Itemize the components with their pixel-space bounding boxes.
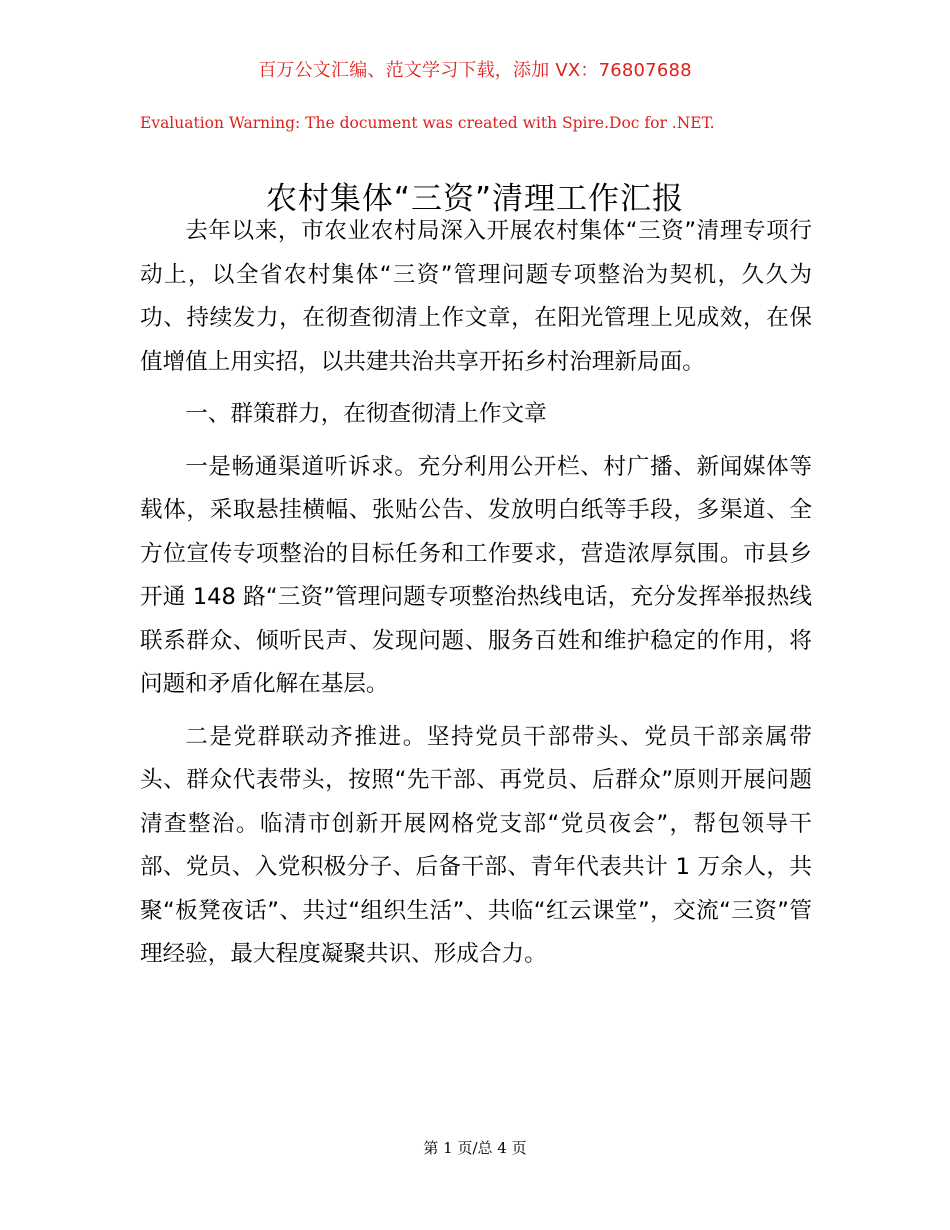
- header-banner: 百万公文汇编、范文学习下载，添加 VX：76807688: [258, 60, 692, 81]
- paragraph-point-2: 二是党群联动齐推进。坚持党员干部带头、党员干部亲属带头、群众代表带头，按照“先干部、再党员、后群众”原则开展问题清查整治。临清市创新开展网格党支部“党员夜会”，帮包领导干部、党员、入党积极分子、后备干部、青年代表共计 1 万余人，共聚“板凳夜话”、共过“组织生活”、共临“红云课堂”，交流“三资”管理经验，最大程度凝聚共识、形成合力。: [140, 723, 812, 967]
- page-footer: 第 1 页/总 4 页: [423, 1139, 527, 1157]
- paragraph-point-1: 一是畅通渠道听诉求。充分利用公开栏、村广播、新闻媒体等载体，采取悬挂横幅、张贴公告、发放明白纸等手段，多渠道、全方位宣传专项整治的目标任务和工作要求，营造浓厚氛围。市县乡开通 148 路“三资”管理问题专项整治热线电话，充分发挥举报热线联系群众、倾听民声、发现问题、服务百姓和维护稳定的作用，将问题和矛盾化解在基层。: [140, 453, 812, 697]
- document-body: [140, 210, 812, 986]
- evaluation-warning: Evaluation Warning: The document was created with Spire.Doc for .NET.: [140, 114, 715, 132]
- section-heading-1: 一、群策群力，在彻查彻清上作文章: [185, 401, 547, 427]
- document-title: 农村集体“三资”清理工作汇报: [265, 180, 685, 217]
- paragraph-intro: 去年以来，市农业农村局深入开展农村集体“三资”清理专项行动上，以全省农村集体“三资”管理问题专项整治为契机，久久为功、持续发力，在彻查彻清上作文章，在阳光管理上见成效，在保值增值上用实招，以共建共治共享开拓乡村治理新局面。: [140, 218, 812, 375]
